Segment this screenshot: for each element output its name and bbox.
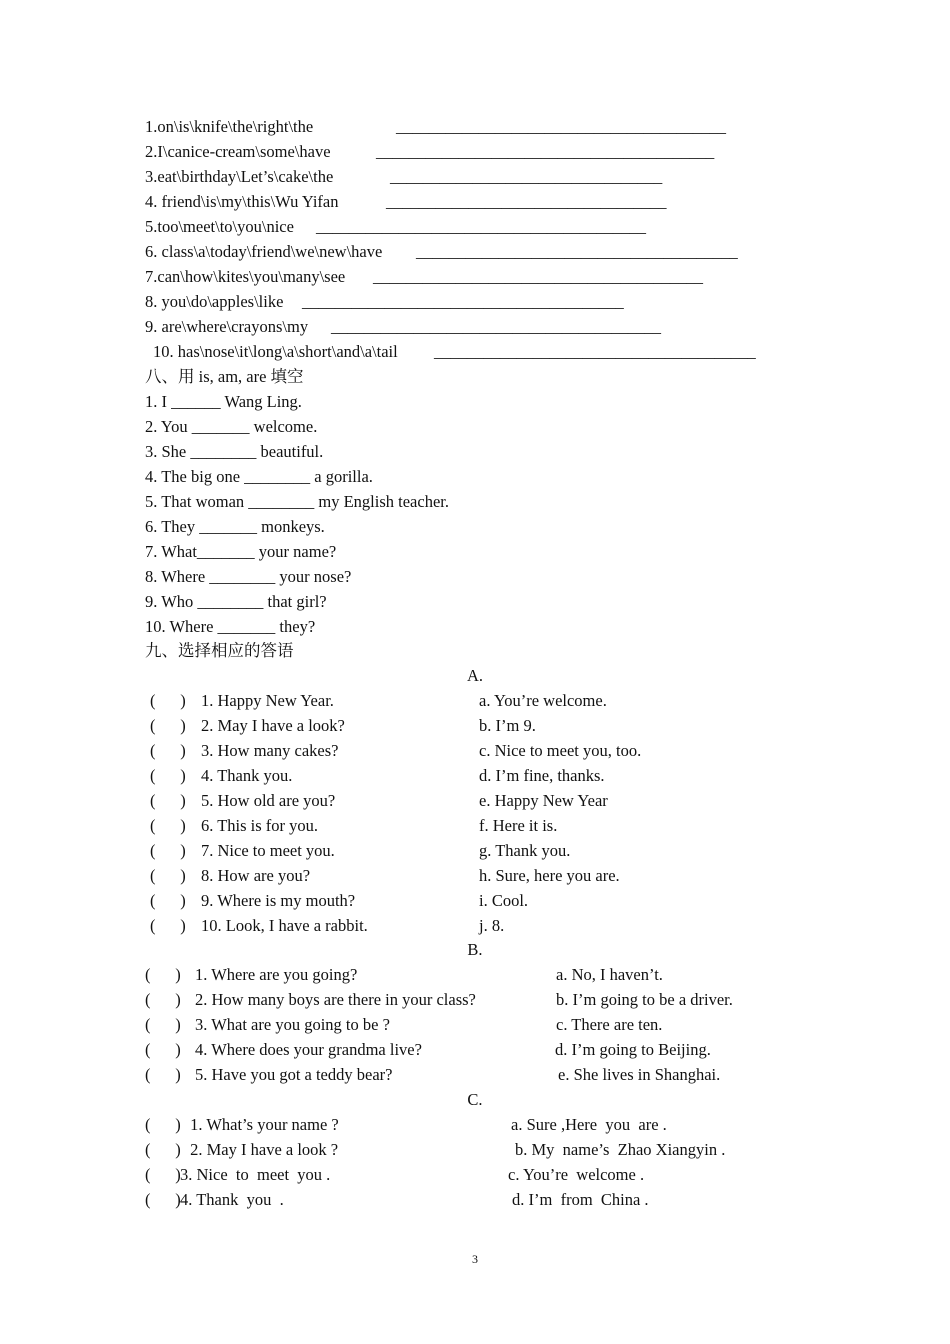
question-item: 1. Happy New Year. xyxy=(201,691,334,710)
fill-item: 9. Who ________ that girl? xyxy=(145,592,327,611)
answer-option: a. Sure ,Here you are . xyxy=(511,1115,667,1134)
reorder-item: 10. has\nose\it\long\a\short\and\a\tail xyxy=(153,342,398,361)
answer-paren[interactable]: ( ) xyxy=(145,965,181,984)
reorder-item: 2.I\canice-cream\some\have xyxy=(145,142,331,161)
answer-paren[interactable]: ( ) xyxy=(150,816,186,835)
answer-option: e. Happy New Year xyxy=(479,791,608,810)
answer-blank: _________________________________ xyxy=(390,167,663,186)
part-c-label: C. xyxy=(467,1090,483,1109)
section-heading: 八、用 is, am, are 填空 xyxy=(145,367,304,386)
fill-item: 7. What_______ your name? xyxy=(145,542,337,561)
section-heading: 九、选择相应的答语 xyxy=(145,641,294,660)
answer-blank: _______________________________________ xyxy=(416,242,738,261)
question-item: 10. Look, I have a rabbit. xyxy=(201,916,368,935)
question-item: 3. Nice to meet you . xyxy=(180,1165,331,1184)
question-item: 2. May I have a look? xyxy=(201,716,345,735)
question-item: 3. How many cakes? xyxy=(201,741,339,760)
answer-blank: __________________________________ xyxy=(386,192,667,211)
question-item: 1. Where are you going? xyxy=(195,965,358,984)
answer-option: i. Cool. xyxy=(479,891,529,910)
answer-option: a. You’re welcome. xyxy=(479,691,607,710)
question-item: 8. How are you? xyxy=(201,866,311,885)
answer-option: h. Sure, here you are. xyxy=(479,866,620,885)
question-item: 9. Where is my mouth? xyxy=(201,891,356,910)
answer-option: j. 8. xyxy=(479,916,505,935)
fill-item: 4. The big one ________ a gorilla. xyxy=(145,467,373,486)
answer-paren[interactable]: ( ) xyxy=(150,841,186,860)
answer-paren[interactable]: ( ) xyxy=(145,990,181,1009)
answer-paren[interactable]: ( ) xyxy=(150,916,186,935)
fill-item: 2. You _______ welcome. xyxy=(145,417,318,436)
reorder-item: 7.can\how\kites\you\many\see xyxy=(145,267,346,286)
part-a-label: A. xyxy=(466,666,484,685)
question-item: 6. This is for you. xyxy=(201,816,319,835)
answer-paren[interactable]: ( ) xyxy=(145,1165,181,1184)
question-item: 5. How old are you? xyxy=(201,791,336,810)
question-item: 7. Nice to meet you. xyxy=(201,841,335,860)
fill-item: 5. That woman ________ my English teacher. xyxy=(145,492,449,511)
answer-paren[interactable]: ( ) xyxy=(145,1140,181,1159)
answer-option: e. She lives in Shanghai. xyxy=(558,1065,721,1084)
answer-option: d. I’m fine, thanks. xyxy=(479,766,605,785)
question-item: 4. Where does your grandma live? xyxy=(195,1040,422,1059)
question-item: 4. Thank you . xyxy=(180,1190,284,1209)
answer-blank: ________________________________________ xyxy=(316,217,646,236)
answer-paren[interactable]: ( ) xyxy=(145,1015,181,1034)
fill-item: 8. Where ________ your nose? xyxy=(145,567,352,586)
answer-paren[interactable]: ( ) xyxy=(150,891,186,910)
answer-paren[interactable]: ( ) xyxy=(145,1065,181,1084)
reorder-item: 6. class\a\today\friend\we\new\have xyxy=(145,242,383,261)
answer-blank: _______________________________________ xyxy=(434,342,756,361)
reorder-item: 1.on\is\knife\the\right\the xyxy=(145,117,314,136)
fill-item: 6. They _______ monkeys. xyxy=(145,517,325,536)
question-item: 1. What’s your name ? xyxy=(186,1115,339,1134)
answer-paren[interactable]: ( ) xyxy=(145,1040,181,1059)
answer-option: g. Thank you. xyxy=(479,841,571,860)
answer-paren[interactable]: ( ) xyxy=(150,716,186,735)
page-number: 3 xyxy=(472,1252,478,1266)
answer-option: f. Here it is. xyxy=(479,816,558,835)
reorder-item: 5.too\meet\to\you\nice xyxy=(145,217,294,236)
answer-paren[interactable]: ( ) xyxy=(150,691,186,710)
question-item: 2. How many boys are there in your class? xyxy=(195,990,476,1009)
answer-option: c. You’re welcome . xyxy=(508,1165,645,1184)
answer-option: b. I’m 9. xyxy=(479,716,536,735)
answer-blank: _________________________________________ xyxy=(376,142,715,161)
fill-item: 10. Where _______ they? xyxy=(145,617,316,636)
question-item: 4. Thank you. xyxy=(201,766,293,785)
reorder-item: 4. friend\is\my\this\Wu Yifan xyxy=(145,192,339,211)
answer-option: a. No, I haven’t. xyxy=(556,965,663,984)
reorder-item: 9. are\where\crayons\my xyxy=(145,317,309,336)
answer-paren[interactable]: ( ) xyxy=(150,766,186,785)
answer-blank: ________________________________________ xyxy=(331,317,661,336)
answer-blank: _______________________________________ xyxy=(302,292,624,311)
reorder-item: 3.eat\birthday\Let’s\cake\the xyxy=(145,167,334,186)
answer-blank: ________________________________________ xyxy=(373,267,703,286)
answer-option: d. I’m going to Beijing. xyxy=(555,1040,711,1059)
question-item: 5. Have you got a teddy bear? xyxy=(195,1065,393,1084)
answer-option: b. My name’s Zhao Xiangyin . xyxy=(515,1140,726,1159)
answer-paren[interactable]: ( ) xyxy=(145,1190,181,1209)
answer-paren[interactable]: ( ) xyxy=(150,791,186,810)
question-item: 3. What are you going to be ? xyxy=(195,1015,390,1034)
reorder-item: 8. you\do\apples\like xyxy=(145,292,284,311)
answer-paren[interactable]: ( ) xyxy=(150,741,186,760)
answer-option: b. I’m going to be a driver. xyxy=(556,990,733,1009)
part-b-label: B. xyxy=(467,940,483,959)
question-item: 2. May I have a look ? xyxy=(186,1140,339,1159)
answer-blank: ________________________________________ xyxy=(396,117,726,136)
answer-option: c. There are ten. xyxy=(556,1015,663,1034)
answer-option: d. I’m from China . xyxy=(512,1190,649,1209)
fill-item: 3. She ________ beautiful. xyxy=(145,442,324,461)
answer-paren[interactable]: ( ) xyxy=(150,866,186,885)
answer-paren[interactable]: ( ) xyxy=(145,1115,181,1134)
fill-item: 1. I ______ Wang Ling. xyxy=(145,392,302,411)
answer-option: c. Nice to meet you, too. xyxy=(479,741,642,760)
